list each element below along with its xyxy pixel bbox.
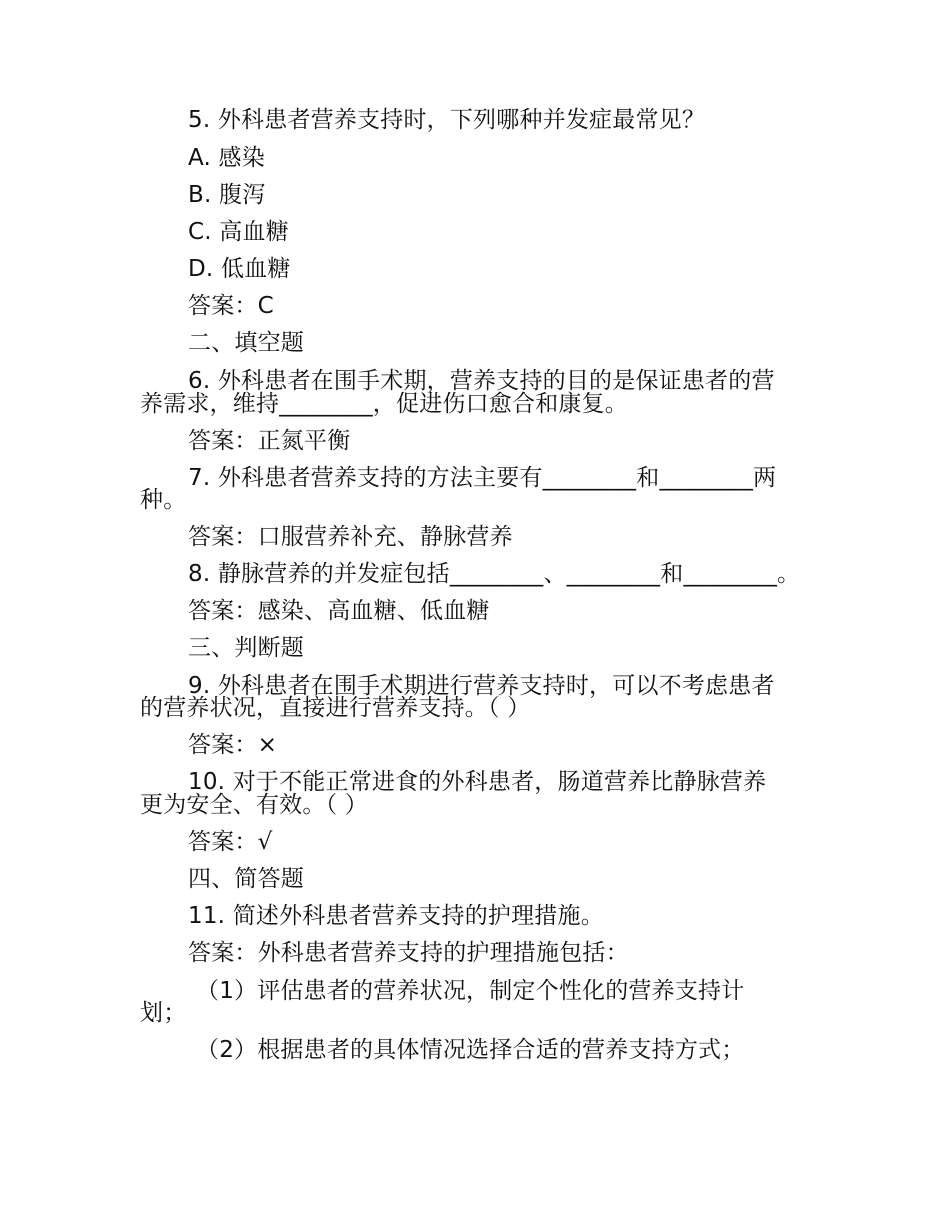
question-11-answer-intro: 答案：外科患者营养支持的护理措施包括： (188, 940, 629, 966)
question-5-text: 5. 外科患者营养支持时，下列哪种并发症最常见？ (188, 107, 706, 133)
question-10-answer: 答案：√ (188, 829, 273, 855)
question-11-text: 11. 简述外科患者营养支持的护理措施。 (188, 903, 604, 929)
question-6-line-2: 养需求，维持________，促进伤口愈合和康复。 (140, 391, 628, 417)
question-11-measure-2: （2）根据患者的具体情况选择合适的营养支持方式； (196, 1037, 745, 1063)
question-5-option-b: B. 腹泻 (188, 182, 266, 208)
question-9-line-2: 的营养状况，直接进行营养支持。（ ） (140, 695, 531, 721)
question-5-option-c: C. 高血糖 (188, 219, 289, 245)
question-11-measure-1-line-2: 划； (140, 1000, 187, 1026)
section-2-heading: 二、填空题 (188, 330, 304, 356)
question-7-line-1: 7. 外科患者营养支持的方法主要有________和________两 (188, 465, 777, 491)
question-10-line-1: 10. 对于不能正常进食的外科患者，肠道营养比静脉营养 (188, 769, 767, 795)
question-5-answer: 答案：C (188, 293, 274, 319)
question-9-line-1: 9. 外科患者在围手术期进行营养支持时，可以不考虑患者 (188, 673, 775, 699)
question-10-line-2: 更为安全、有效。（ ） (140, 792, 369, 818)
question-8-text: 8. 静脉营养的并发症包括________、________和________。 (188, 561, 801, 587)
question-11-measure-1-line-1: （1）评估患者的营养状况，制定个性化的营养支持计 (196, 978, 745, 1004)
section-3-heading: 三、判断题 (188, 635, 304, 661)
question-8-answer: 答案：感染、高血糖、低血糖 (188, 598, 490, 624)
question-6-line-1: 6. 外科患者在围手术期，营养支持的目的是保证患者的营 (188, 368, 775, 394)
question-7-line-2: 种。 (140, 487, 187, 513)
question-9-answer: 答案：× (188, 732, 278, 758)
section-4-heading: 四、简答题 (188, 866, 304, 892)
question-5-option-a: A. 感染 (188, 145, 265, 171)
question-7-answer: 答案：口服营养补充、静脉营养 (188, 524, 513, 550)
question-5-option-d: D. 低血糖 (188, 256, 291, 282)
question-6-answer: 答案：正氮平衡 (188, 428, 351, 454)
